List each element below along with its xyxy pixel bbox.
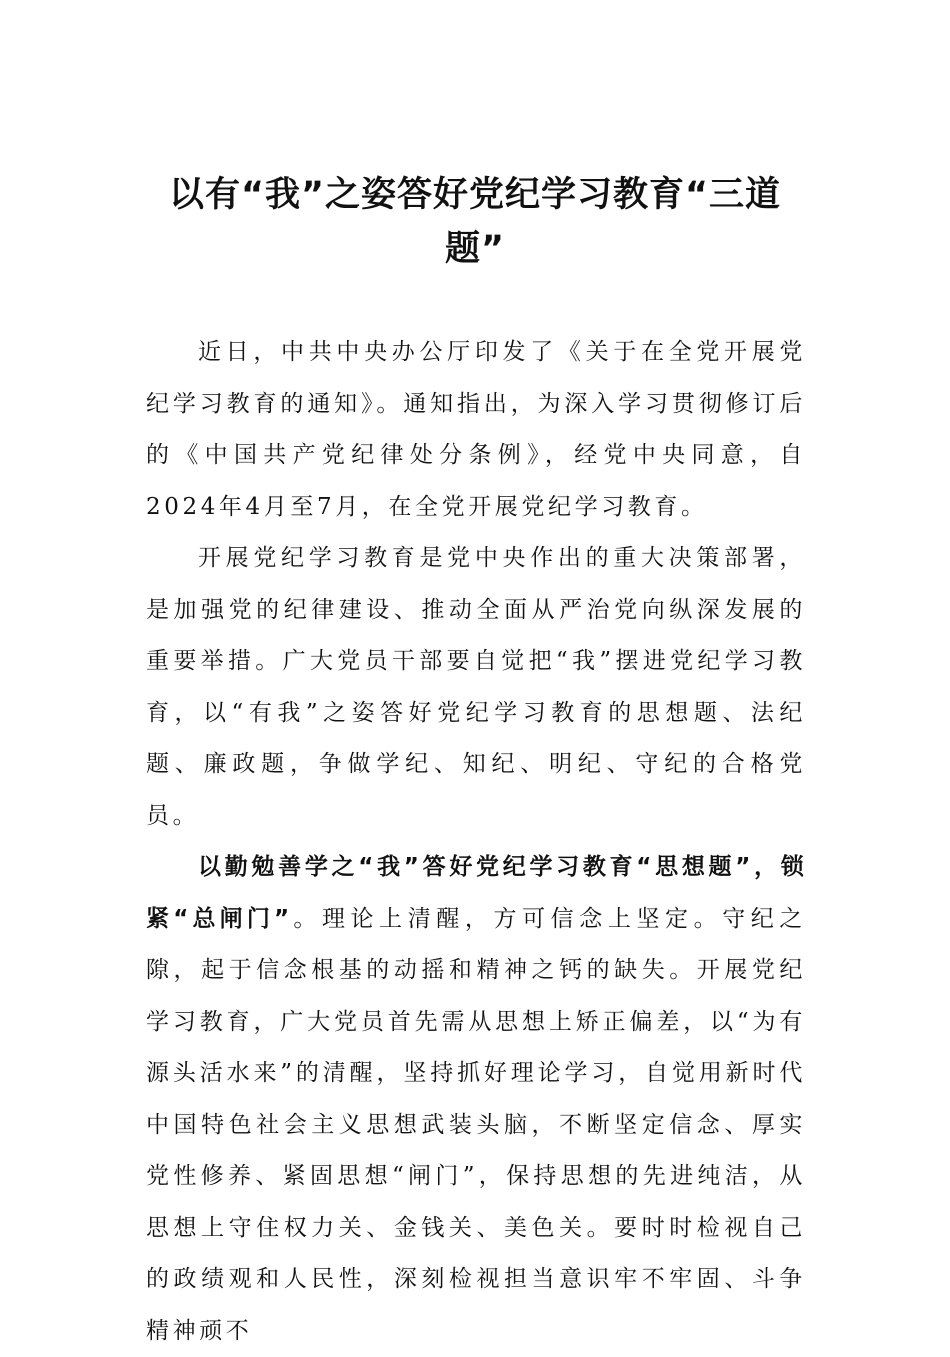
paragraph-intro-text: 近日，中共中央办公厅印发了《关于在全党开展党纪学习教育的通知》。通知指出，为深入学习贯彻修订后的《中国共产党纪律处分条例》，经党中央同意，自2024年4月至7月，在全党开展党纪学习教育。: [146, 339, 806, 520]
document-body: [146, 327, 806, 1357]
paragraph-intro: [146, 327, 806, 533]
paragraph-thought-question: [146, 842, 806, 1357]
paragraph-thought-question-lead: 以勤勉善学之“我”答好党纪学习教育“思想题”，锁紧“总闸门”: [146, 854, 806, 932]
paragraph-significance: [146, 533, 806, 842]
paragraph-significance-text: 开展党纪学习教育是党中央作出的重大决策部署，是加强党的纪律建设、推动全面从严治党向纵深发展的重要举措。广大党员干部要自觉把“我”摆进党纪学习教育，以“有我”之姿答好党纪学习教育的思想题、法纪题、廉政题，争做学纪、知纪、明纪、守纪的合格党员。: [146, 545, 806, 829]
document-title: 以有“我”之姿答好党纪学习教育“三道题”: [168, 175, 781, 269]
paragraph-thought-question-text: 。理论上清醒，方可信念上坚定。守纪之隙，起于信念根基的动摇和精神之钙的缺失。开展党纪学习教育，广大党员首先需从思想上矫正偏差，以“为有源头活水来”的清醒，坚持抓好理论学习，自觉用新时代中国特色社会主义思想武装头脑，不断坚定信念、厚实党性修养、紧固思想“闸门”，保持思想的先进纯洁，从思想上守住权力关、金钱关、美色关。要时时检视自己的政绩观和人民性，深刻检视担当意识牢不牢固、斗争精神顽不: [146, 905, 806, 1344]
